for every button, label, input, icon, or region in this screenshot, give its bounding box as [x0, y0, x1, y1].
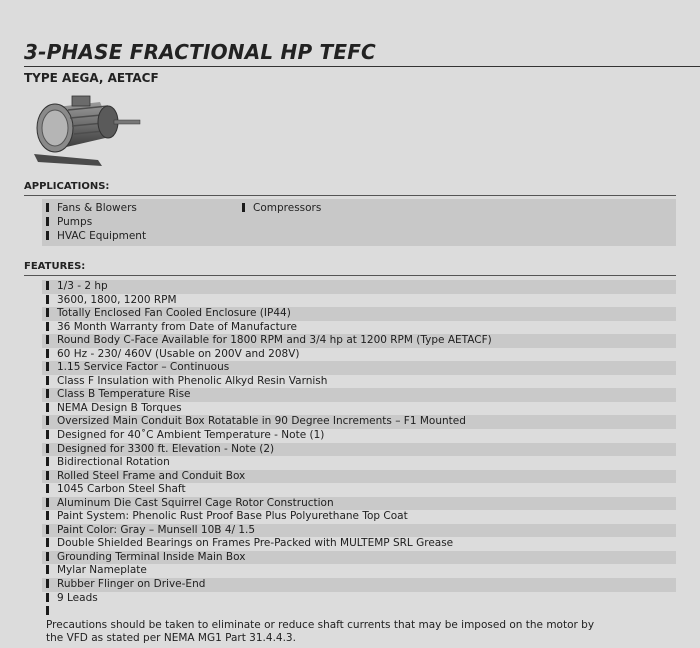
square-bullet-icon — [46, 593, 49, 602]
applications-heading: APPLICATIONS: — [24, 181, 110, 192]
feature-item: 1/3 - 2 hp — [42, 280, 676, 294]
feature-item: Rubber Flinger on Drive-End — [42, 578, 676, 592]
feature-item: Designed for 3300 ft. Elevation - Note (2) — [42, 443, 676, 457]
feature-item: Class F Insulation with Phenolic Alkyd Resin Varnish — [42, 375, 676, 389]
square-bullet-icon — [46, 606, 49, 615]
square-bullet-icon — [46, 217, 49, 226]
square-bullet-icon — [46, 376, 49, 385]
square-bullet-icon — [46, 349, 49, 358]
feature-item: Totally Enclosed Fan Cooled Enclosure (IP44) — [42, 307, 676, 321]
square-bullet-icon — [46, 565, 49, 574]
square-bullet-icon — [46, 457, 49, 466]
square-bullet-icon — [46, 511, 49, 520]
square-bullet-icon — [46, 308, 49, 317]
feature-item: Precautions should be taken to eliminate or reduce shaft currents that may be imposed on the motor by the VFD as stated per NEMA MG1 Part 31.4.4.3. — [42, 605, 676, 646]
square-bullet-icon — [46, 484, 49, 493]
feature-item: Paint System: Phenolic Rust Proof Base Plus Polyurethane Top Coat — [42, 510, 676, 524]
motor-type: TYPE AEGA, AETACF — [24, 71, 159, 85]
square-bullet-icon — [46, 444, 49, 453]
features-list — [42, 280, 676, 646]
square-bullet-icon — [46, 281, 49, 290]
feature-item: 9 Leads — [42, 592, 676, 606]
feature-item: Double Shielded Bearings on Frames Pre-Packed with MULTEMP SRL Grease — [42, 537, 676, 551]
square-bullet-icon — [46, 203, 49, 212]
square-bullet-icon — [46, 322, 49, 331]
square-bullet-icon — [46, 335, 49, 344]
feature-item: Round Body C-Face Available for 1800 RPM and 3/4 hp at 1200 RPM (Type AETACF) — [42, 334, 676, 348]
square-bullet-icon — [46, 295, 49, 304]
square-bullet-icon — [46, 552, 49, 561]
square-bullet-icon — [46, 430, 49, 439]
square-bullet-icon — [46, 362, 49, 371]
features-divider — [24, 275, 676, 276]
electric-motor-photo-icon — [28, 92, 148, 172]
features-heading: FEATURES: — [24, 261, 86, 272]
feature-item: Grounding Terminal Inside Main Box — [42, 551, 676, 565]
feature-item: Oversized Main Conduit Box Rotatable in 90 Degree Increments – F1 Mounted — [42, 415, 676, 429]
list-item: Compressors — [242, 202, 321, 214]
applications-list — [42, 199, 676, 246]
list-item: Fans & Blowers — [46, 202, 137, 214]
square-bullet-icon — [46, 403, 49, 412]
feature-item: 1.15 Service Factor – Continuous — [42, 361, 676, 375]
page-title: 3-PHASE FRACTIONAL HP TEFC — [24, 40, 376, 64]
list-item: HVAC Equipment — [46, 230, 146, 242]
square-bullet-icon — [242, 203, 245, 212]
square-bullet-icon — [46, 498, 49, 507]
square-bullet-icon — [46, 416, 49, 425]
list-item: Pumps — [46, 216, 92, 228]
square-bullet-icon — [46, 579, 49, 588]
feature-item: Bidirectional Rotation — [42, 456, 676, 470]
feature-item: Paint Color: Gray – Munsell 10B 4/ 1.5 — [42, 524, 676, 538]
title-divider — [24, 66, 700, 67]
feature-item: Designed for 40˚C Ambient Temperature - Note (1) — [42, 429, 676, 443]
feature-item: NEMA Design B Torques — [42, 402, 676, 416]
feature-item: Class B Temperature Rise — [42, 388, 676, 402]
square-bullet-icon — [46, 525, 49, 534]
square-bullet-icon — [46, 231, 49, 240]
feature-item: Mylar Nameplate — [42, 564, 676, 578]
square-bullet-icon — [46, 471, 49, 480]
feature-item: 36 Month Warranty from Date of Manufacture — [42, 321, 676, 335]
feature-item: 60 Hz - 230/ 460V (Usable on 200V and 208V) — [42, 348, 676, 362]
feature-item: 1045 Carbon Steel Shaft — [42, 483, 676, 497]
feature-item: Rolled Steel Frame and Conduit Box — [42, 470, 676, 484]
square-bullet-icon — [46, 389, 49, 398]
feature-item: Aluminum Die Cast Squirrel Cage Rotor Construction — [42, 497, 676, 511]
applications-divider — [24, 195, 676, 196]
square-bullet-icon — [46, 538, 49, 547]
feature-item: 3600, 1800, 1200 RPM — [42, 294, 676, 308]
